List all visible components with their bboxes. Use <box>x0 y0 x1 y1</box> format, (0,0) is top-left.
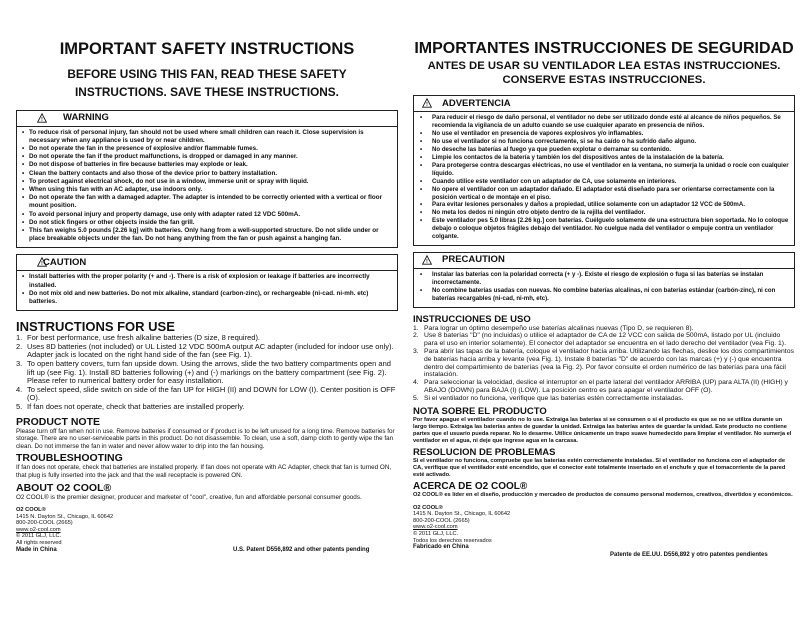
step-number: 1. <box>16 333 23 343</box>
warning-item: • No deseche las baterías al fuego ya que pueden explotar o derramar su contenido. <box>418 146 790 154</box>
caution-item: • No combine baterías usadas con nuevas. No combine baterías alcalinas, ni con baterías estándar (carbón-zinc), ni con baterías recargables (ni-cad, ni-mh, etc). <box>418 287 790 303</box>
caution-item: • Instalar las baterías con la polaridad correcta (+ y -). Existe el riesgo de explosión o fuga si las baterías se instalan incorrectamente. <box>418 271 790 287</box>
section-heading: INSTRUCCIONES DE USO <box>413 313 531 325</box>
company-name: O2 COOL® <box>16 507 46 514</box>
warning-title-es: ADVERTENCIA <box>442 97 511 109</box>
warning-item: • When using this fan with an AC adapter, use indoors only. <box>21 186 393 194</box>
step-text: Si el ventilador no funciona, verifique que las baterías estén correctamente instaladas. <box>424 394 684 402</box>
warning-item: • Este ventilador pes 5.0 libras [2.26 kg.] con baterías. Cuélguelo solamente de una estructura bien soportada. No lo coloque debajo o coloque objetos frágiles debajo del ventilador. No cuelgue nada del ventilador o empuje contra un ventilador colgante. <box>418 217 790 241</box>
warning-item: • Clean the battery contacts and also those of the device prior to battery installation. <box>21 170 393 178</box>
caution-header <box>17 255 397 271</box>
english-column <box>16 0 398 555</box>
step-number: 5. <box>16 401 23 411</box>
step-number: 1. <box>413 324 419 332</box>
svg-text:!: ! <box>426 259 428 265</box>
warning-header <box>17 111 397 127</box>
product-note-text-es: Por favor apague el ventilador cuando no lo use. Extraiga las baterías si se consumen o si el producto es que se no se utiliza durante un largo tiempo. Extraiga las baterías antes de guardar la unidad. Extraiga las baterías antes de guardar la unidad. Este producto no contiene partes que el usuario pueda reparar. No lo desarme. Utilice únicamente un trapo suave humedecido para limpiar el ventilador. No sumerja el ventilador en el agua, ni deje que ingrese agua en la carcasa. <box>413 416 792 444</box>
page-subtitle-es <box>413 60 795 87</box>
caution-list-es <box>418 271 790 303</box>
rights: Todos los derechos reservados <box>413 537 492 544</box>
warning-header-es <box>414 96 794 112</box>
rights: All rights reserved <box>16 540 62 547</box>
step-number: 2. <box>16 341 23 351</box>
caution-box <box>16 254 398 311</box>
section-heading: ACERCA DE O2 COOL® <box>413 480 528 492</box>
warning-box-es <box>413 95 795 246</box>
warning-item: • No opere el ventilador con un adaptador dañado. El adaptador está diseñado para ser orientarse correctamente con la posición vertical o de montaje en el piso. <box>418 186 790 202</box>
troubleshooting-text: If fan does not operate, check that batteries are installed properly. If fan does not operate with AC Adapter, check that fan is turned ON, that plug is fully inserted into the jack and that the wall receptacle is powered ON. <box>16 464 392 479</box>
instruction-item <box>16 360 398 386</box>
warning-list <box>21 129 393 244</box>
address-line: 1415 N. Dayton St., Chicago, IL 60642 <box>413 511 511 518</box>
step-number: 3. <box>413 348 419 355</box>
patent-note: Patente de EE.UU. D556,892 y otro patentes pendientes <box>610 552 768 559</box>
phone: 800-200-COOL (2665) <box>16 520 73 527</box>
instruction-item <box>16 403 398 412</box>
warning-item: • Cuando utilice este ventilador con un adaptador de CA, use solamente en interiores. <box>418 178 790 186</box>
troubleshooting-text-es: Si el ventilador no funciona, compruebe que las baterías estén correctamente instaladas. Si el ventilador no funciona con el adaptador de CA, verifique que el ventilador esté encendido, que el conector esté totalmente insertado en el enchufe y que el tomacorriente de la pared esté activado. <box>413 457 786 478</box>
instruction-item <box>413 325 795 333</box>
section-heading: ABOUT O2 COOL® <box>16 481 112 494</box>
instruction-item <box>16 343 398 360</box>
footer-row <box>413 544 795 559</box>
address-line: 1415 N. Dayton St., Chicago, IL 60642 <box>16 513 114 520</box>
made-in: Made in China <box>16 546 57 553</box>
subtitle-line: CONSERVE ESTAS INSTRUCCIONES. <box>502 73 706 86</box>
step-text: Uses 8D batteries (not included) or UL Listed 12 VDC 500mA output AC adapter (included for indoor use only). Adapter jack is located on the right hand side of the fan (see Fig. 1). <box>27 341 394 360</box>
step-text: Para seleccionar la velocidad, deslice el interruptor en el parte lateral del ventilador ARRIBA (UP) para ALTA (II) (HIGH) y ABAJO (DOWN) para BAJA (I) (LOW). La posición centro es para apagar el ventilador OFF (O). <box>424 379 788 394</box>
caution-item: • Install batteries with the proper polarity (+ and -). There is a risk of explosion or leakage if batteries are incorrectly installed. <box>21 273 393 289</box>
warning-item: • This fan weighs 5.0 pounds [2.26 kg] with batteries. Only hang from a well-supported structure. Do not slide under or place breakable objects under the fan. Do not hang anything from the fan or push against a hanging fan. <box>21 227 393 243</box>
warning-item: • Do not operate the fan with a damaged adapter. The adapter is intended to be correctly oriented with a vertical or floor mount position. <box>21 194 393 210</box>
step-number: 3. <box>16 358 23 368</box>
about-text: O2 COOL® is the premier designer, producer and marketer of "cool", creative, fun and affordable personal consumer goods. <box>16 493 362 501</box>
svg-text:!: ! <box>41 116 43 123</box>
warning-triangle-icon <box>37 113 47 123</box>
step-number: 4. <box>16 384 23 394</box>
warning-item: • To avoid personal injury and property damage, use only with adapter rated 12 VDC 500mA. <box>21 211 393 219</box>
warning-triangle-icon <box>422 255 432 265</box>
step-number: 2. <box>413 332 419 340</box>
step-text: Para abrir las tapas de la batería, coloque el ventilador hacia arriba. Utilizando las flechas, deslice los dos compartimientos de baterías hacia arriba y levante (vea Fig. 1). Instale 8 baterías "D" de acuerdo con las marcas (+) y (-) que encuentra dentro del compartimiento de baterías (vea la Fig. 2). Por favor consulte el orden numérico de las baterías para una fácil instalación. <box>424 348 794 379</box>
phone: 800-200-COOL (2665) <box>413 517 470 524</box>
warning-triangle-icon <box>422 98 432 108</box>
website-link[interactable]: www.o2-cool.com <box>413 524 458 531</box>
instruction-item <box>413 348 795 379</box>
section-heading: RESOLUCION DE PROBLEMAS <box>413 446 556 458</box>
address-block <box>16 507 398 555</box>
instructions-list-es <box>413 325 795 403</box>
instruction-item <box>413 379 795 395</box>
warning-title: WARNING <box>63 112 109 124</box>
caution-box-es <box>413 252 795 308</box>
subtitle-line: ANTES DE USAR SU VENTILADOR LEA ESTAS INSTRUCCIONES. <box>427 60 781 73</box>
warning-item: • No use el ventilador en presencia de vapores explosivos y/o inflamables. <box>418 130 790 138</box>
patent-note: U.S. Patent D556,892 and other patents pending <box>233 546 370 553</box>
made-in: Fabricado en China <box>413 544 469 551</box>
caution-title-es: PRECAUTION <box>442 254 505 266</box>
step-number: 4. <box>413 379 419 387</box>
page-subtitle <box>16 65 398 102</box>
product-note-text: Please turn off fan when not in use. Remove batteries if consumed or if product is to be left unused for a long time. Remove batteries for storage. There are no user-serviceable parts in this product. Do not disassemble. To clean, use a soft, damp cloth to gently wipe the fan clean. Do not immerse the fan in water and never allow water to drip into the fan housing. <box>16 427 395 450</box>
warning-item: • No use el ventilador si no funciona correctamente, si se ha caído o ha sufrido daño alguno. <box>418 138 790 146</box>
warning-item: • Do not operate the fan in the presence of explosive and/or flammable fumes. <box>21 145 393 153</box>
warning-item: • Limpie los contactos de la batería y también los del dispositivos antes de la instalación de la batería. <box>418 154 790 162</box>
step-text: To open battery covers, turn fan upside down. Using the arrows, slide the two battery compartments open and lift up (see Fig. 1). Install 8D batteries following (+) and (-) markings on the battery compartment (see Fig. 2). Please refer to numerical battery order for easy installation. <box>27 358 391 386</box>
step-text: Para lograr un óptimo desempeño use baterías alcalinas nuevas (Tipo D, se requieren 8). <box>424 324 694 332</box>
warning-item: • Do not dispose of batteries in fire because batteries may explode or leak. <box>21 161 393 169</box>
section-heading: TROUBLESHOOTING <box>16 452 123 465</box>
step-number: 5. <box>413 394 419 402</box>
warning-item: • Do not stick fingers or other objects inside the fan grill. <box>21 219 393 227</box>
subtitle-line: BEFORE USING THIS FAN, READ THESE SAFETY <box>67 66 347 81</box>
copyright: © 2011 GLJ, LLC. <box>16 533 62 540</box>
instruction-item <box>16 386 398 403</box>
page-title: IMPORTANT SAFETY INSTRUCTIONS <box>59 40 355 58</box>
step-text: For best performance, use fresh alkaline batteries (D size, 8 required). <box>27 333 261 343</box>
step-text: Use 8 baterías "D" (no incluidas) o utilice el adaptador de CA de 12 VCC con salida de 500mA, listado por UL (incluido para el uso en interior solamente). El conector del adaptador se encuentra en el lado derecho del ventilador (vea Fig. 1). <box>424 332 786 348</box>
instructions-list <box>16 334 398 411</box>
section-heading: NOTA SOBRE EL PRODUCTO <box>413 405 547 417</box>
caution-item: • Do not mix old and new batteries. Do not mix alkaline, standard (carbon-zinc), or rechargeable (ni-cad. ni-mh. etc) batteries. <box>21 290 393 306</box>
website-link[interactable]: www.o2-cool.com <box>16 526 61 533</box>
address-block-es <box>413 504 795 559</box>
step-text: To select speed, slide switch on side of the fan UP for HIGH (II) and DOWN for LOW (I). Center position is OFF (O). <box>27 384 396 403</box>
subtitle-line: INSTRUCTIONS. SAVE THESE INSTRUCTIONS. <box>75 85 339 100</box>
warning-item: • Do not operate the fan if the product malfunctions, is dropped or damaged in any manner. <box>21 153 393 161</box>
warning-item: • To protect against electrical shock, do not use in a window, immerse unit or spray with liquid. <box>21 178 393 186</box>
warning-item: • Para protegerse contra descargas eléctricas, no use el ventilador en la ventana, no sumerja la unidad o rocíe con cualquier líquido. <box>418 162 790 178</box>
page-title-es: IMPORTANTES INSTRUCCIONES DE SEGURIDAD <box>414 40 794 57</box>
svg-text:!: ! <box>426 102 428 109</box>
footer-row <box>16 547 398 555</box>
warning-item: • No meta los dedos ni ningún otro objeto dentro de la rejilla del ventilador. <box>418 209 790 217</box>
warning-list-es <box>418 114 790 241</box>
warning-box <box>16 110 398 249</box>
section-heading: PRODUCT NOTE <box>16 415 100 428</box>
spanish-column <box>413 0 795 559</box>
about-text-es: O2 COOL® es líder en el diseño, producción y mercadeo de productos de consumo personal modernos, creativos, divertidos y económicos. <box>413 491 793 498</box>
warning-item: • Para reducir el riesgo de daño personal, el ventilador no debe ser utilizado donde esté al alcance de niños pequeños. Se recomienda la vigilancia de un adulto cuando se use cualquier aparato en presencia de niños. <box>418 114 790 130</box>
warning-item: • Para evitar lesiones personales y daños a propiedad, utilice solamente con un adaptador 12 VCC de 500mA. <box>418 201 790 209</box>
caution-header-es <box>414 253 794 269</box>
instruction-item <box>413 395 795 403</box>
caution-list <box>21 273 393 306</box>
warning-item: • To reduce risk of personal injury, fan should not be used where small children can reach it. Close supervision is necessary when any appliance is used by or near children. <box>21 129 393 145</box>
company-name: O2 COOL® <box>413 504 443 511</box>
copyright: © 2011 GLJ, LLC. <box>413 530 459 537</box>
caution-title: CAUTION <box>43 256 87 268</box>
svg-text:!: ! <box>41 261 43 268</box>
step-text: If fan does not operate, check that batteries are installed properly. <box>27 401 245 411</box>
instruction-item <box>413 332 795 348</box>
section-heading: INSTRUCTIONS FOR USE <box>16 319 175 335</box>
